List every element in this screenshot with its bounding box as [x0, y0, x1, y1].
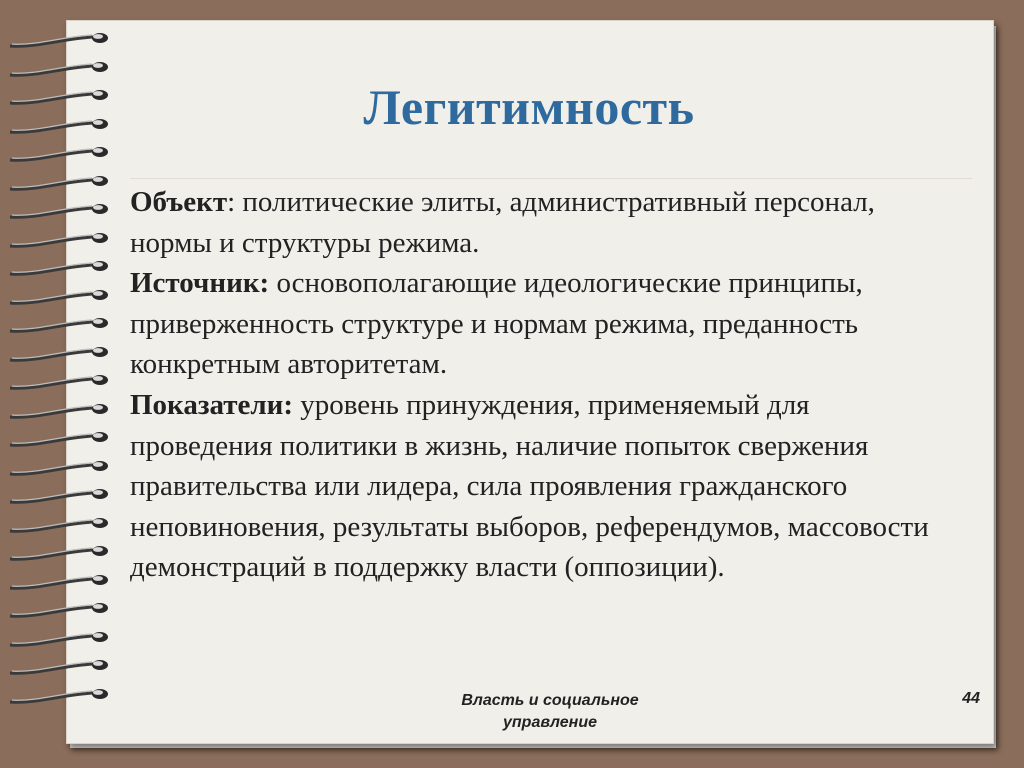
spiral-ring: [6, 256, 110, 280]
spiral-ring: [6, 313, 110, 337]
spiral-ring: [6, 28, 110, 52]
spiral-ring: [6, 285, 110, 309]
spiral-ring: [6, 513, 110, 537]
spiral-ring: [6, 228, 110, 252]
object-text: политические элиты, административный персонал, нормы и структуры режима.: [130, 186, 875, 259]
footer-caption: [420, 690, 680, 734]
spiral-ring: [6, 456, 110, 480]
spiral-ring: [6, 655, 110, 679]
spiral-ring: [6, 399, 110, 423]
paragraph-source: [130, 267, 863, 380]
spiral-ring: [6, 342, 110, 366]
indicators-label: Показатели:: [130, 388, 293, 421]
page-number: 44: [962, 690, 980, 707]
spiral-ring: [6, 57, 110, 81]
spiral-ring: [6, 427, 110, 451]
object-label: Объект: [130, 186, 228, 218]
indicators-text: уровень принуждения, применяемый для проведения политики в жизнь, наличие попыток свержения правительства или лидера, сила проявления гражданского неповиновения, результаты выборов, референдумов, массовости демонстраций в поддержку власти (оппозиции).: [130, 388, 929, 584]
spiral-binding-icon: [0, 28, 120, 748]
spiral-ring: [6, 484, 110, 508]
object-separator: :: [227, 186, 236, 218]
source-text: основополагающие идеологические принципы, приверженность структуре и нормам режима, преданность конкретным авторитетам.: [130, 267, 863, 381]
spiral-ring: [6, 370, 110, 394]
spiral-ring: [6, 598, 110, 622]
slide-title: Легитимность: [363, 79, 695, 135]
footer-line-1: Власть и социальное: [461, 692, 639, 709]
title-divider: [130, 178, 972, 179]
paragraph-object: [130, 186, 875, 259]
slide-body: [130, 182, 950, 588]
spiral-ring: [6, 142, 110, 166]
spiral-ring: [6, 684, 110, 708]
spiral-ring: [6, 541, 110, 565]
source-label: Источник:: [130, 267, 270, 300]
footer-line-2: управление: [503, 714, 597, 731]
spiral-ring: [6, 171, 110, 195]
spiral-ring: [6, 570, 110, 594]
spiral-ring: [6, 199, 110, 223]
paragraph-indicators: [130, 389, 929, 583]
spiral-ring: [6, 627, 110, 651]
